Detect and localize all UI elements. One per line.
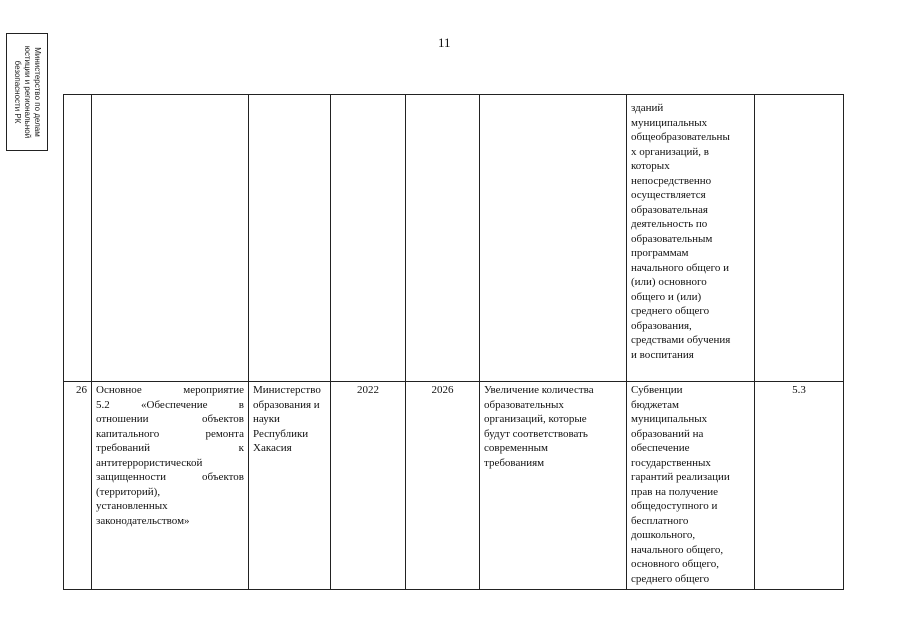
cell-number-empty (64, 95, 92, 382)
stamp-line: Министерство по делам (33, 47, 42, 137)
cell-measure-empty (92, 95, 249, 382)
stamp-text (12, 36, 42, 148)
result-line: требованиям (484, 456, 545, 469)
subsidy-line: основного общего, (631, 558, 720, 570)
measure-line: установленных (96, 500, 168, 512)
continuation-line: (или) основного (631, 276, 707, 288)
measure-line: требований к (96, 442, 244, 454)
result-line: образовательных (484, 398, 564, 411)
result-line: будут соответствовать (484, 427, 588, 440)
subsidy-line: государственных (631, 456, 711, 469)
cell-indicator-empty (755, 95, 844, 382)
result-line: Увеличение количества (484, 384, 594, 396)
result-line: современным (484, 442, 548, 454)
subsidy-line: среднего общего (631, 572, 710, 585)
subsidy-line: гарантий реализации (631, 471, 730, 483)
registration-stamp (6, 33, 48, 151)
table-row (64, 382, 844, 590)
continuation-line: образования, (631, 319, 692, 332)
continuation-line: осуществляется (631, 189, 706, 201)
cell-executor-empty (249, 95, 331, 382)
cell-subsidy-continuation (627, 95, 755, 382)
measure-line: законодательством» (96, 514, 190, 527)
cell-result (480, 382, 627, 590)
measure-line: (территорий), (96, 485, 161, 498)
page-number: 11 (438, 35, 451, 50)
cell-indicator: 5.3 (755, 382, 844, 590)
subsidy-line: муниципальных (631, 413, 708, 425)
executor-line: образования и (253, 398, 320, 411)
subsidy-line: бесплатного (631, 514, 689, 527)
subsidy-line: Субвенции (631, 384, 683, 396)
cell-measure (92, 382, 249, 590)
subsidy-line: дошкольного, (631, 529, 696, 541)
measure-line: капитального ремонта (96, 427, 244, 440)
subsidy-line: обеспечение (631, 442, 690, 454)
cell-executor (249, 382, 331, 590)
continuation-line: непосредственно (631, 174, 712, 187)
result-line: организаций, которые (484, 413, 587, 425)
executor-line: Хакасия (253, 442, 292, 454)
subsidy-line: образований на (631, 427, 704, 440)
executor-line: Министерство (253, 384, 321, 396)
continuation-line: начального общего и (631, 261, 730, 274)
continuation-line: и воспитания (631, 348, 694, 361)
measure-line: антитеррористической (96, 456, 203, 469)
measure-line: Основное мероприятие (96, 384, 244, 396)
continuation-line: среднего общего (631, 305, 710, 317)
stamp-line: безопасности РК (13, 60, 22, 124)
continuation-line: деятельность по (631, 218, 708, 230)
continuation-line: общеобразовательны (631, 131, 730, 143)
measure-line: 5.2 «Обеспечение в (96, 398, 244, 411)
table-row (64, 95, 844, 382)
subsidy-line: общедоступного и (631, 500, 718, 512)
continuation-line: образовательным (631, 232, 713, 245)
cell-result-empty (480, 95, 627, 382)
measure-line: отношении объектов (96, 413, 244, 425)
continuation-line: образовательная (631, 203, 708, 216)
cell-start-year: 2022 (331, 382, 406, 590)
subsidy-line: бюджетам (631, 398, 679, 411)
continuation-line: программам (631, 247, 689, 259)
continuation-line: х организаций, в (631, 145, 709, 158)
continuation-line: зданий (631, 102, 664, 114)
subsidy-line: прав на получение (631, 485, 719, 498)
executor-line: науки (253, 413, 280, 425)
cell-end-year-empty (406, 95, 480, 382)
measure-line: защищенности объектов (96, 471, 244, 483)
cell-end-year: 2026 (406, 382, 480, 590)
stamp-line: юстиции и региональной (23, 45, 32, 139)
continuation-line: общего и (или) (631, 290, 702, 303)
cell-subsidy (627, 382, 755, 590)
row-number: 26 (64, 382, 92, 590)
subsidy-line: начального общего, (631, 543, 724, 556)
continuation-line: муниципальных (631, 116, 708, 129)
continuation-line: средствами обучения (631, 334, 731, 346)
continuation-line: которых (631, 160, 670, 172)
executor-line: Республики (253, 427, 309, 440)
program-measures-table (63, 94, 844, 590)
cell-start-year-empty (331, 95, 406, 382)
